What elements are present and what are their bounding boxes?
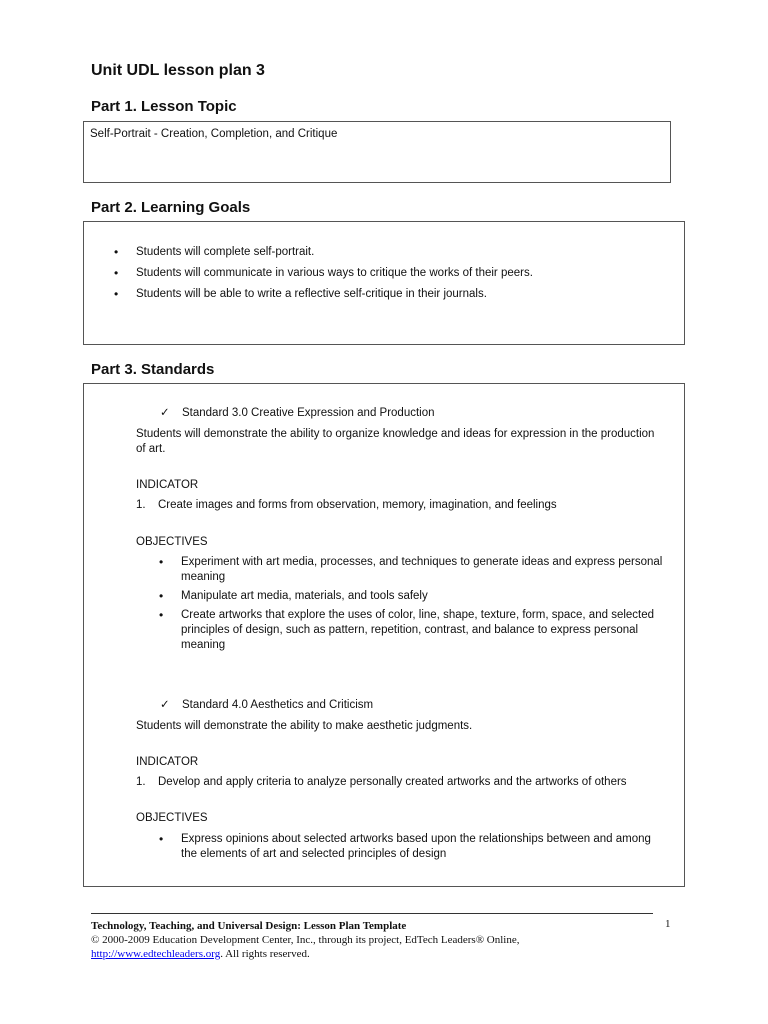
indicator-number: 1. [136,776,146,788]
objectives-label: OBJECTIVES [136,536,208,548]
footer-copyright: © 2000-2009 Education Development Center, Inc., through its project, EdTech Leaders® Online, [91,934,520,946]
standard-title-row [160,406,435,421]
standard-title-row [160,698,373,713]
footer-rights: . All rights reserved. [220,948,310,960]
part1-heading: Part 1. Lesson Topic [91,98,237,115]
objectives-list [136,832,666,866]
list-item: • Manipulate art media, materials, and tools safely [136,589,666,604]
standard-description: Students will demonstrate the ability to organize knowledge and ideas for expression in the production of art. [136,428,655,455]
part2-heading: Part 2. Learning Goals [91,199,251,216]
learning-goals-box [83,221,685,345]
indicator-label: INDICATOR [136,756,199,768]
list-item: • Students will communicate in various ways to critique the works of their peers. [100,266,670,281]
checkmark-icon: ✓ [160,407,170,419]
standard-description: Students will demonstrate the ability to make aesthetic judgments. [136,720,473,732]
list-item: • Students will be able to write a reflective self-critique in their journals. [100,287,670,302]
footer-link[interactable]: http://www.edtechleaders.org [91,948,221,960]
document-title: Unit UDL lesson plan 3 [91,62,265,79]
indicator-row [136,498,676,513]
indicator-row [136,775,676,790]
footer-title: Technology, Teaching, and Universal Design: Lesson Plan Template [91,920,407,932]
list-item: • Experiment with art media, processes, and techniques to generate ideas and express personal meaning [136,555,666,585]
standard-title: Standard 3.0 Creative Expression and Production [182,407,435,419]
learning-goals-list [100,245,670,308]
indicator-text: Develop and apply criteria to analyze personally created artworks and the artworks of others [158,776,627,788]
lesson-topic-text: Self-Portrait - Creation, Completion, and Critique [90,128,338,140]
standard-title: Standard 4.0 Aesthetics and Criticism [182,699,374,711]
part3-heading: Part 3. Standards [91,361,215,378]
list-item: • Create artworks that explore the uses of color, line, shape, texture, form, space, and selected principles of design, such as pattern, repetition, contrast, and balance to express personal meaning [136,608,666,653]
indicator-number: 1. [136,499,146,511]
list-item: • Express opinions about selected artworks based upon the relationships between and among the elements of art and selected principles of design [136,832,666,862]
indicator-label: INDICATOR [136,479,199,491]
footer [91,919,520,961]
standards-box [83,383,685,887]
objectives-list [136,555,666,657]
footer-divider [91,913,653,914]
list-item: • Students will complete self-portrait. [100,245,670,260]
objectives-label: OBJECTIVES [136,812,208,824]
indicator-text: Create images and forms from observation, memory, imagination, and feelings [158,499,557,511]
lesson-topic-box [83,121,671,183]
checkmark-icon: ✓ [160,699,170,711]
page-number: 1 [665,918,671,930]
